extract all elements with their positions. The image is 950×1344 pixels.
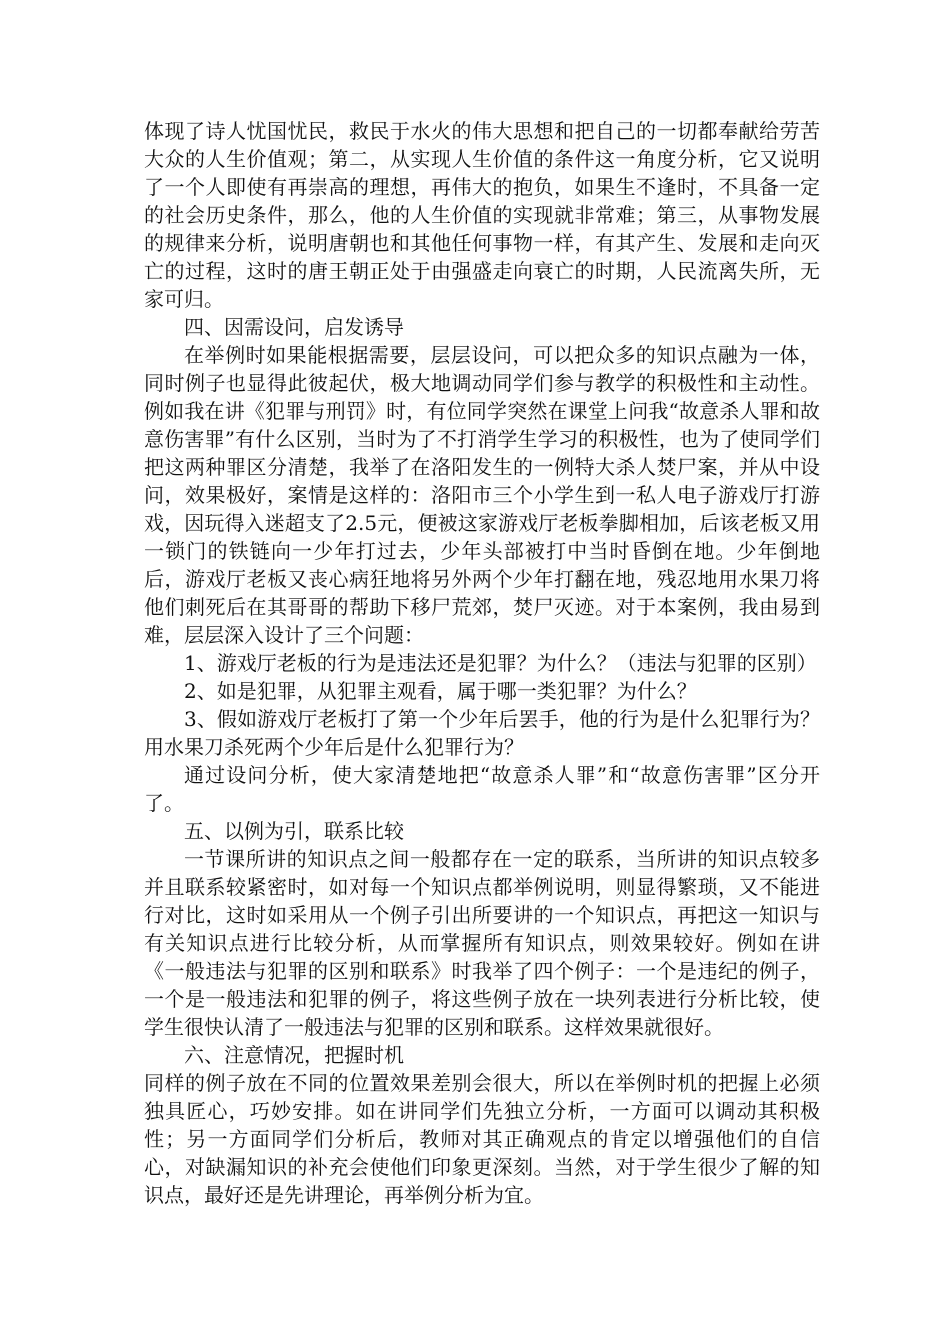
paragraph: 在举例时如果能根据需要，层层设问，可以把众多的知识点融为一体，同时例子也显得此彼起伏，极大地调动同学们参与教学的积极性和主动性。例如我在讲《犯罪与刑罚》时，有位同学突然在课堂上问我“故意杀人罪和故意伤害罪”有什么区别，当时为了不打消学生学习的积极性，也为了使同学们把这两种罪区分清楚，我举了在洛阳发生的一例特大杀人焚尸案，并从中设问，效果极好，案情是这样的：洛阳市三个小学生到一私人电子游戏厅打游戏，因玩得入迷超支了2.5元，便被这家游戏厅老板拳脚相加，后该老板又用一锁门的铁链向一少年打过去，少年头部被打中当时昏倒在地。少年倒地后，游戏厅老板又丧心病狂地将另外两个少年打翻在地，残忍地用水果刀将他们刺死后在其哥哥的帮助下移尸荒郊，焚尸灭迹。对于本案例，我由易到难，层层深入设计了三个问题： [144, 343, 820, 647]
document-page [144, 117, 820, 1209]
question-item: 1、游戏厅老板的行为是违法还是犯罪？为什么？（违法与犯罪的区别） [184, 651, 817, 675]
paragraph: 通过设问分析，使大家清楚地把“故意杀人罪”和“故意伤害罪”区分开了。 [144, 763, 820, 815]
section-heading: 五、以例为引，联系比较 [184, 819, 404, 843]
paragraph: 体现了诗人忧国忧民，救民于水火的伟大思想和把自己的一切都奉献给劳苦大众的人生价值观；第二，从实现人生价值的条件这一角度分析，它又说明了一个人即使有再崇高的理想，再伟大的抱负，如果生不逢时，不具备一定的社会历史条件，那么，他的人生价值的实现就非常难；第三，从事物发展的规律来分析，说明唐朝也和其他任何事物一样，有其产生、发展和走向灭亡的过程，这时的唐王朝正处于由强盛走向衰亡的时期，人民流离失所，无家可归。 [144, 119, 820, 311]
section-heading: 四、因需设问，启发诱导 [184, 315, 404, 339]
paragraph: 同样的例子放在不同的位置效果差别会很大，所以在举例时机的把握上必须独具匠心，巧妙安排。如在讲同学们先独立分析，一方面可以调动其积极性；另一方面同学们分析后，教师对其正确观点的肯定以增强他们的自信心，对缺漏知识的补充会使他们印象更深刻。当然，对于学生很少了解的知识点，最好还是先讲理论，再举例分析为宜。 [144, 1071, 820, 1207]
section-heading: 六、注意情况，把握时机 [184, 1043, 404, 1067]
question-item: 3、假如游戏厅老板打了第一个少年后罢手，他的行为是什么犯罪行为？用水果刀杀死两个少年后是什么犯罪行为？ [144, 707, 820, 759]
question-item: 2、如是犯罪，从犯罪主观看，属于哪一类犯罪？为什么？ [184, 679, 697, 703]
paragraph: 一节课所讲的知识点之间一般都存在一定的联系，当所讲的知识点较多并且联系较紧密时，如对每一个知识点都举例说明，则显得繁琐，又不能进行对比，这时如采用从一个例子引出所要讲的一个知识点，再把这一知识与有关知识点进行比较分析，从而掌握所有知识点，则效果较好。例如在讲《一般违法与犯罪的区别和联系》时我举了四个例子：一个是违纪的例子，一个是一般违法和犯罪的例子，将这些例子放在一块列表进行分析比较，使学生很快认清了一般违法与犯罪的区别和联系。这样效果就很好。 [144, 847, 820, 1039]
